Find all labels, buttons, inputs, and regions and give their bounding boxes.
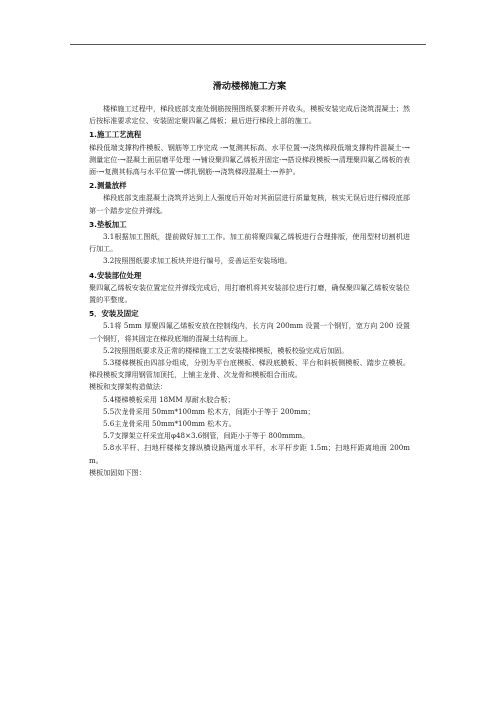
section-1-body: 梯段低端支撑构件模板、钢筋等工序完成 -→复测其标高、水平位置-→浇筑梯段低端支撑构件混凝土-→测量定位-→混凝土面层磨平处理 -→铺设聚四氟乙烯板并固定-→搭设梯段模板-→清理聚四氟乙烯板的表面-→复测其标高与水平位置-→绑扎钢筋-→浇筑梯段混凝土-→养护。 xyxy=(89,142,410,177)
section-3-heading: 3.垫板加工 xyxy=(89,219,127,229)
section-2-body: 梯段底部支座混凝土浇筑并达到上人强度后开始对其面层进行质量复核，核实无误后进行梯段底部第一个踏步定位并弹线。 xyxy=(89,193,410,215)
section-5-paragraph-5: 5.4楼梯模板采用 18MM 厚耐水胶合板； xyxy=(103,394,235,404)
section-5-paragraph-1: 5.1将 5mm 厚聚四氟乙烯板安放在控制线内，长方向 200mm 设置一个钢钉，宽方向 200 设置一个钢钉，将其固定在梯段底端的混凝土结构面上。 xyxy=(89,321,410,343)
section-4-heading: 4.安装部位处理 xyxy=(89,270,142,280)
document-title: 滑动楼梯施工方案 xyxy=(212,81,287,92)
section-5-paragraph-6: 5.5次龙骨采用 50mm*100mm 松木方，间距小于等于 200mm； xyxy=(103,406,315,416)
section-5-paragraph-3: 5.3楼梯模板由四部分组成，分别为平台底模板、梯段底膜板、平台和斜板侧模板、踏步立模板。梯段模板支撑用钢管加顶托，上铺主龙骨、次龙骨和模板组合而成。 xyxy=(89,358,410,380)
intro-paragraph: 楼梯施工过程中，梯段底部支座处钢筋按照图纸要求断开并收头，模板安装完成后浇筑混凝土；然后按标准要求定位、安装固定聚四氟乙烯板；最后进行梯段上部的施工。 xyxy=(89,104,410,126)
section-5-paragraph-9: 5.8水平杆、扫地杆楼梯支撑纵横设路两道水平杆，水平杆步距 1.5m；扫地杆距离地面 200mm。 xyxy=(89,443,410,465)
section-5-paragraph-10: 模板加固如下图： xyxy=(89,467,146,477)
section-1-heading: 1.施工工艺流程 xyxy=(89,130,142,140)
section-5-paragraph-2: 5.2按照图纸要求及正常的楼梯施工工艺安装楼梯模板，模板校验完成后加固。 xyxy=(103,345,349,355)
section-5-paragraph-4: 模板和支撑架构造做法： xyxy=(89,382,168,392)
document-body xyxy=(89,78,410,479)
section-3-paragraph-1: 3.1根据加工图纸，提前做好加工工作。加工前将聚四氟乙烯板进行合理排版，使用型材切割机进行加工。 xyxy=(89,232,410,254)
section-3-paragraph-2: 3.2按照图纸要求加工板块并进行编号，妥善运至安装场地。 xyxy=(103,256,292,266)
section-4-body: 聚四氟乙烯板安装位置定位并弹线完成后，用打磨机将其安装部位进行打磨，确保聚四氟乙烯板安装位置的平整度。 xyxy=(89,282,410,305)
section-5-paragraph-7: 5.6主龙骨采用 50mm*100mm 松木方。 xyxy=(103,419,236,429)
section-5-paragraph-8: 5.7支撑架立杆采宜用φ48×3.6钢管，间距小于等于 800mmm。 xyxy=(103,431,310,441)
section-2-heading: 2.测量放样 xyxy=(89,181,127,191)
header-rule xyxy=(70,44,426,45)
section-5-heading: 5．安装及固定 xyxy=(89,309,139,319)
